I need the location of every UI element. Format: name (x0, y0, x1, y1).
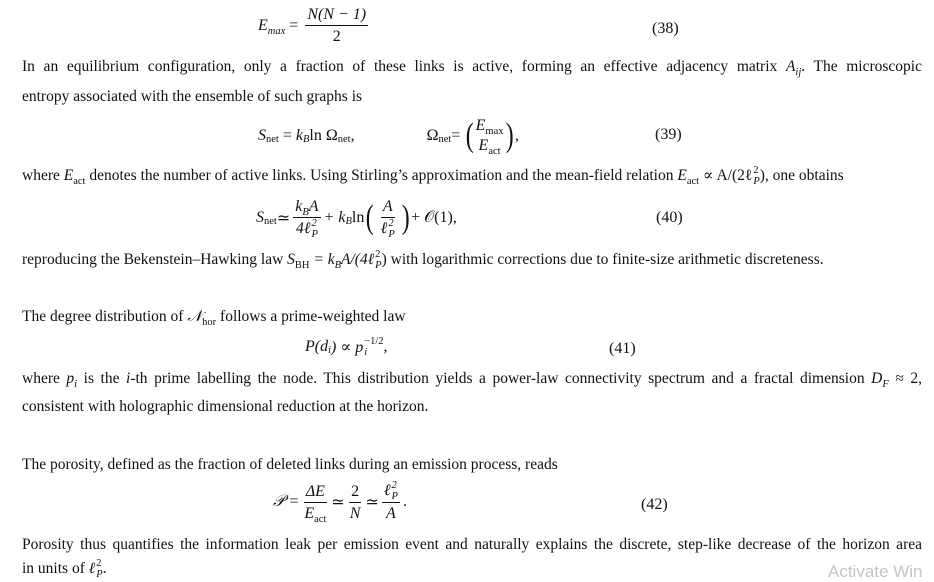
activation-watermark: Activate Win (828, 562, 923, 581)
eq38-fraction: $\frac{N(N - 1)}{2}$ (307, 6, 367, 45)
equation-number-38: (38) (652, 20, 679, 37)
eq38-equals: = (289, 16, 299, 34)
equation-number-41: (41) (609, 340, 636, 357)
equation-number-39: (39) (655, 126, 682, 143)
equation-39: S net = k B ln Ω net , Ω net = ( Emax Eact ) , (258, 117, 519, 157)
eq41-exponent: −1/2 i (364, 336, 384, 358)
right-paren: ) (505, 117, 514, 154)
paragraph-line: The porosity, defined as the fraction of deleted links during an emission process, reads (22, 456, 558, 473)
paragraph-line: Porosity thus quantifies the information leak per emission event and naturally explains the discrete, step-like decrease of the horizon area (22, 536, 922, 553)
paragraph-line: where Eact denotes the number of active links. Using Stirling’s approximation and the mean-field relation Eact ∝ A/(2ℓ 2 P ), one obtains (22, 165, 844, 188)
binomial: Emax Eact (475, 117, 504, 157)
paragraph-line: The degree distribution of 𝒩hor follows a prime-weighted law (22, 308, 406, 328)
paragraph-line: reproducing the Bekenstein–Hawking law SBH = kBA/(4ℓ 2 P ) with logarithmic corrections due to finite-size arithmetic discreteness. (22, 249, 824, 272)
equation-41: P(d i ) ∝ p −1/2 i , (305, 336, 388, 358)
paragraph-line: in units of ℓ 2 P . (22, 558, 107, 581)
paragraph-line: where pi is the i-th prime labelling the node. This distribution yields a power-law connectivity spectrum and a fractal dimension DF ≈ 2, (22, 370, 922, 390)
left-paren: ( (466, 117, 474, 154)
paragraph-line: consistent with holographic dimensional reduction at the horizon. (22, 398, 429, 415)
equation-40: S net ≃ kBA 4ℓ 2 P + k B ln ( A ℓ 2 P ) + 𝒪(1), (256, 197, 457, 241)
paragraph-line: entropy associated with the ensemble of such graphs is (22, 88, 363, 105)
equation-38 (258, 4, 371, 47)
equation-number-42: (42) (641, 496, 668, 513)
eq38-lhs: Emax (258, 16, 286, 37)
paragraph-line: In an equilibrium configuration, only a fraction of these links is active, forming an effective adjacency matrix Aij. The microscopic (22, 58, 922, 78)
equation-42: 𝒫 = $\frac{\Delta E}{\text{Eact}}$ ≃ $\frac{2}{N}$ ≃ ℓ 2 P A . (273, 480, 407, 525)
equation-number-40: (40) (656, 209, 683, 226)
